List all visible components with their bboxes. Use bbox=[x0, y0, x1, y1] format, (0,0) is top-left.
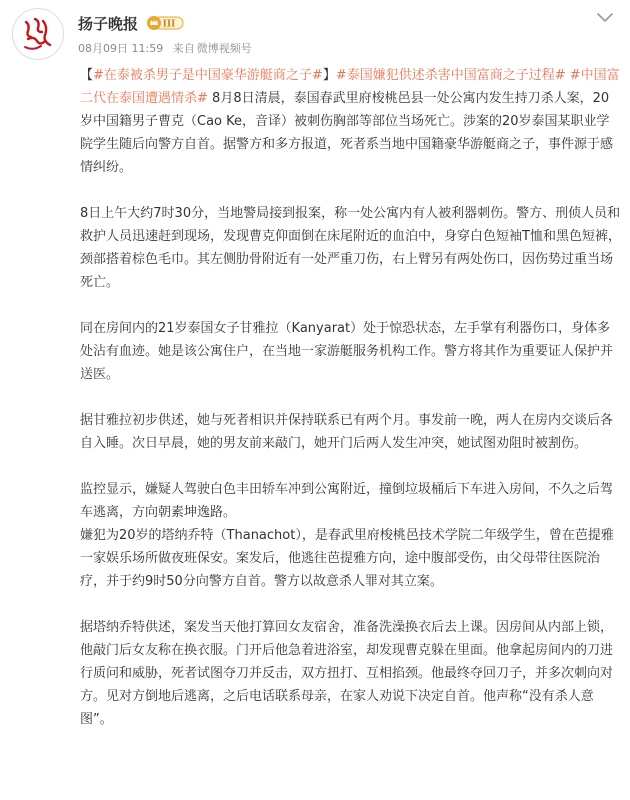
paragraph-2: 8日上午大约7时30分，当地警局接到报案，称一处公寓内有人被利器刺伤。警方、刑侦人员和救护人员迅速赶到现场，发现曹克仰面倒在床尾附近的血泊中，身穿白色短袖T恤和黑色短裤，颈部搭着棕色毛巾。其左侧肋骨附近有一处严重刀伤，右上臂另有两处伤口，因伤势过重当场死亡。 bbox=[80, 206, 621, 290]
paragraph-7: 据塔纳乔特供述，案发当天他打算回女友宿舍，准备洗澡换衣后去上课。因房间从内部上锁，他敲门后女友称在换衣服。门开后他急着进浴室，却发现曹克躲在里面。他拿起房间内的刀进行质问和威胁，死者试图夺刀并反击，双方扭打、互相掐颈。他最终夺回刀子，并多次刺向对方。见对方倒地后逃离，之后电话联系母亲，在家人劝说下决定自首。他声称“没有杀人意图”。 bbox=[80, 620, 614, 727]
paragraph-1-text: 8月8日清晨，泰国春武里府梭桃邑县一处公寓内发生持刀杀人案，20岁中国籍男子曹克（Cao Ke，音译）被刺伤胸部等部位当场死亡。涉案的20岁泰国某职业学院学生随后向警方自首。据警方和多方报道，死者系当地中国籍豪华游艇商之子，事件源于感情纠纷。 bbox=[80, 91, 614, 175]
newspaper-logo-icon bbox=[13, 9, 63, 59]
post-body bbox=[80, 64, 622, 754]
post-menu-button[interactable] bbox=[596, 12, 614, 26]
post-date[interactable]: 08月09日 11:59 bbox=[78, 42, 164, 55]
source-prefix: 来自 bbox=[172, 42, 195, 55]
topic-link-1[interactable]: #在泰被杀男子是中国豪华游艇商之子# bbox=[93, 68, 323, 83]
account-row bbox=[78, 12, 184, 34]
topic-link-3[interactable]: #中国富二代在泰国遭遇情杀# bbox=[80, 68, 620, 106]
vip-level: III bbox=[162, 19, 176, 30]
post-source[interactable]: 微博视频号 bbox=[196, 42, 252, 55]
vip-badge[interactable] bbox=[146, 15, 184, 31]
account-name[interactable]: 扬子晚报 bbox=[78, 14, 139, 33]
topic-link-2[interactable]: #泰国嫌犯供述杀害中国富商之子过程# bbox=[335, 68, 566, 83]
post-meta bbox=[78, 40, 258, 56]
chevron-down-icon bbox=[596, 12, 614, 24]
bracket-open: 【 bbox=[80, 68, 94, 83]
paragraph-1 bbox=[80, 64, 622, 179]
paragraph-3: 同在房间内的21岁泰国女子甘雅拉（Kanyarat）处于惊恐状态，左手掌有利器伤口，身体多处沾有血迹。她是该公寓住户，在当地一家游艇服务机构工作。警方将其作为重要证人保护并送医。 bbox=[80, 321, 614, 382]
paragraph-4: 据甘雅拉初步供述，她与死者相识并保持联系已有两个月。事发前一晚，两人在房内交谈后各自入睡。次日早晨，她的男友前来敲门，她开门后两人发生冲突，她试图劝阻时被割伤。 bbox=[80, 413, 614, 451]
paragraph-6: 嫌犯为20岁的塔纳乔特（Thanachot），是春武里府梭桃邑技术学院二年级学生，曾在芭提雅一家娱乐场所做夜班保安。案发后，他逃往芭提雅方向，途中腹部受伤，由父母带往医院治疗，并于约9时50分向警方自首。警方以故意杀人罪对其立案。 bbox=[80, 528, 614, 589]
post-header bbox=[0, 0, 630, 62]
avatar[interactable] bbox=[12, 8, 64, 60]
bracket-close: 】 bbox=[322, 68, 336, 83]
vip-crown-icon bbox=[146, 15, 184, 31]
paragraph-5: 监控显示，嫌疑人驾驶白色丰田轿车冲到公寓附近，撞倒垃圾桶后下车进入房间，不久之后驾车逃离，方向朝素坤逸路。 bbox=[80, 482, 614, 520]
